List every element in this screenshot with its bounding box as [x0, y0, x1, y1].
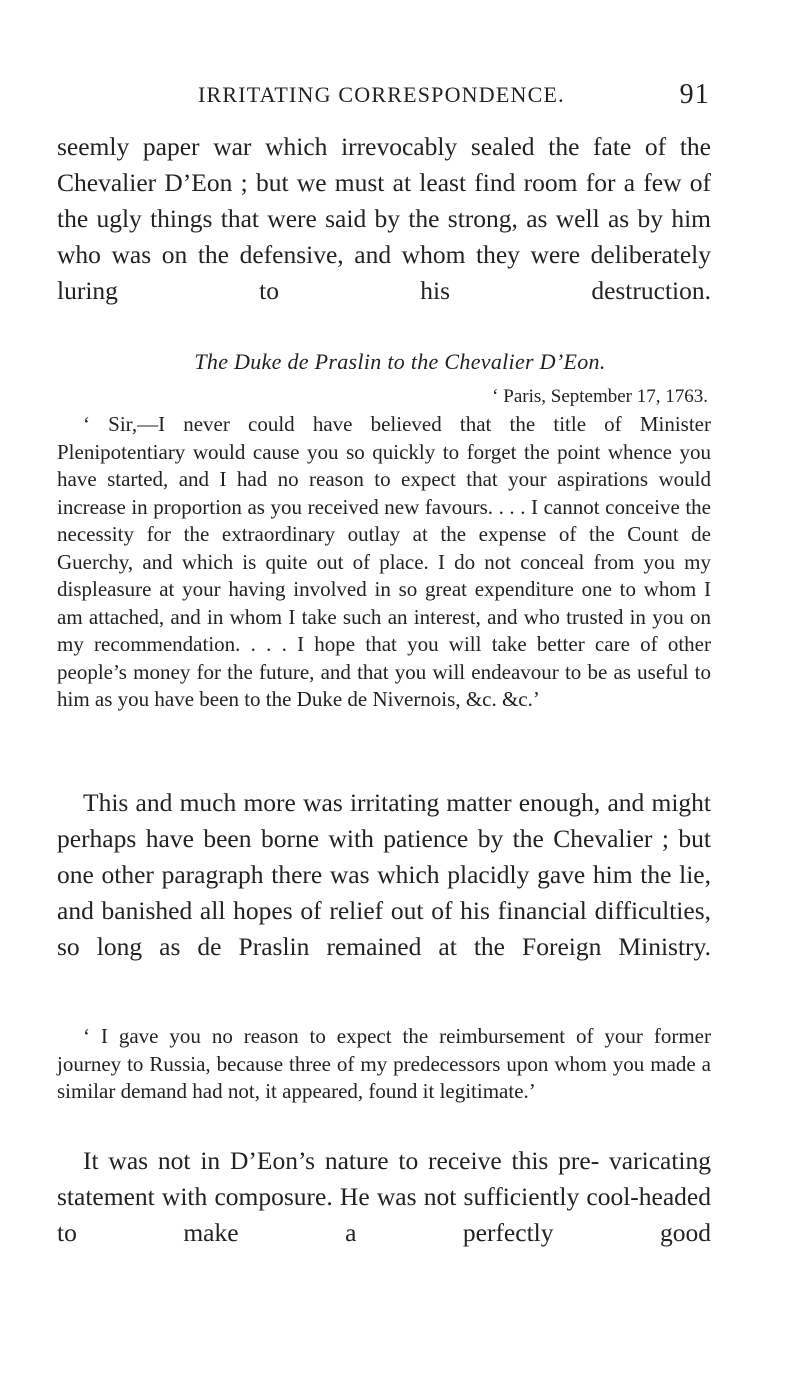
commentary-paragraph: This and much more was irritating matter enough, and might perhaps have been borne with patience by the Chevalier ; but one other paragraph there was which placidly gave him the lie, and banished all hopes of relief out of his financial difficulties, so long as de Praslin remained at the Foreign Ministry.	[57, 788, 711, 961]
letter-body: ‘ Sir,—I never could have believed that the title of Minister Plenipotentiary would cause you so quickly to forget the point whence you have started, and I had no reason to expect that your aspirations would increase in proportion as you received new favours. . . . I cannot conceive the necessity for the extraordinary outlay at the expense of the Count de Guerchy, and which is quite out of place. I do not conceal from you my displeasure at your having involved in so great expenditure one to whom I am attached, and in whom I take such an interest, and who trusted in you on my recommendation. . . . I hope that you will take better care of other people’s money for the future, and that you will endeavour to be as useful to him as you have been to the Duke de Nivernois, &c. &c.’	[57, 412, 711, 711]
running-head-title: IRRITATING CORRESPONDENCE.	[198, 82, 565, 107]
letter-heading: The Duke de Praslin to the Chevalier D’Eon.	[194, 349, 606, 374]
running-head	[198, 78, 710, 112]
closing-paragraph: It was not in D’Eon’s nature to receive this pre- varicating statement with composure. He was not sufficiently cool-headed to make a perfectly good	[57, 1146, 711, 1247]
quoted-letter-paragraph: ‘ I gave you no reason to expect the reimbursement of your former journey to Russia, because three of my predecessors upon whom you made a similar demand had not, it appeared, found it legitimate.’	[57, 1024, 711, 1103]
opening-paragraph: seemly paper war which irrevocably sealed the fate of the Chevalier D’Eon ; but we must at least find room for a few of the ugly things that were said by the strong, as well as by him who was on the defensive, and whom they were deliberately luring to his destruction.	[57, 132, 711, 305]
page-number: 91	[679, 79, 710, 110]
letter-dateline: ‘ Paris, September 17, 1763.	[492, 386, 708, 407]
